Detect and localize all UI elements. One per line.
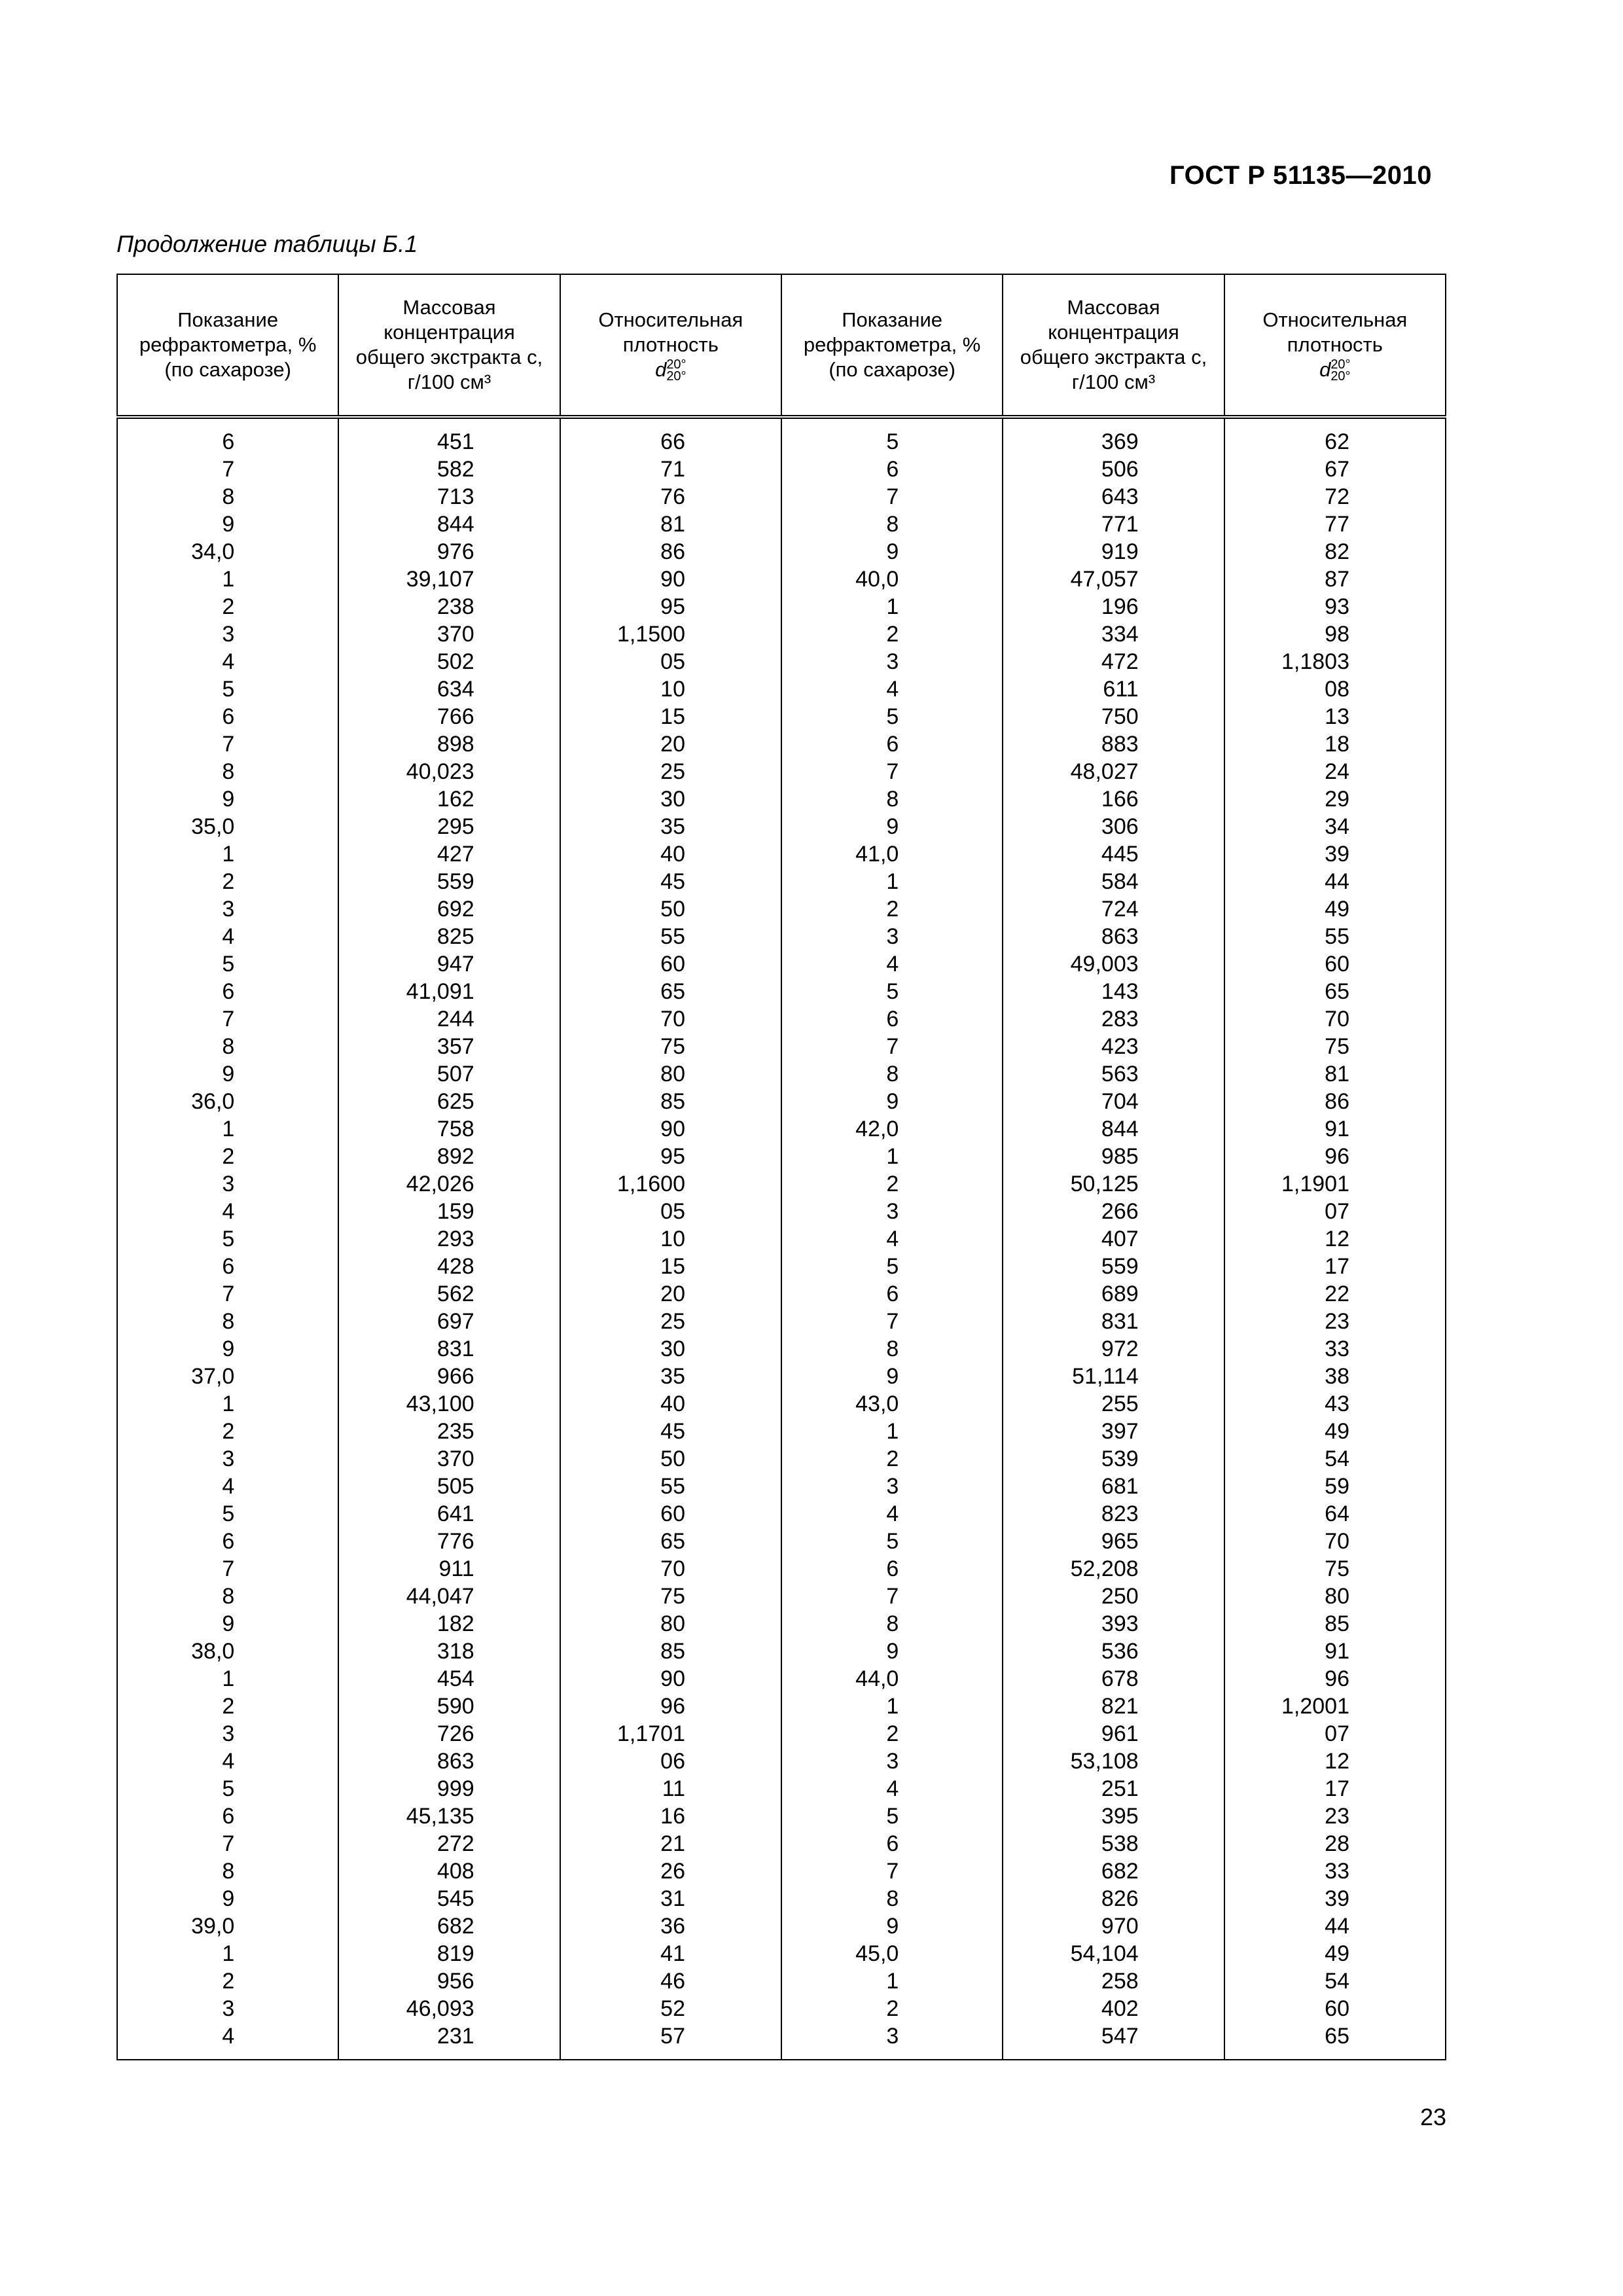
density-symbol [565, 357, 777, 383]
density-indices [1330, 359, 1350, 382]
header-line: Показание [842, 308, 943, 331]
density-symbol [1229, 357, 1441, 383]
density-superscript: 20° [1330, 357, 1351, 372]
header-line: общего экстракта c, [1020, 346, 1207, 368]
refractometer-values: 5 6 7 8 9 40,0 1 2 3 4 5 6 7 8 9 41,0 1 2 3 4 5 6 7 8 9 42,0 1 2 3 4 5 6 7 8 9 43,0 1 2 3 4 5 6 7 8 9 44,0 1 2 3 4 5 6 7 8 9 45,0 1 2 3 [855, 429, 899, 2049]
page-number: 23 [1419, 2104, 1446, 2130]
header-line: концентрация [383, 321, 515, 344]
concentration-values: 451 582 713 844 976 39,107 238 370 502 634 766 898 40,023 162 295 427 559 692 825 947 41,091 244 357 507 625 758 892 42,026 159 293 428 562 697 831 966 43,100 235 370 505 641 776 911 44,047 182 318 454 590 726 863 999 45,135 272 408 545 682 819 956 46,093 231 [406, 429, 474, 2049]
header-line: (по сахарозе) [829, 358, 955, 381]
density-subscript: 20° [666, 369, 687, 384]
density-superscript: 20° [666, 357, 687, 372]
header-line: Показание [177, 308, 279, 331]
column-concentration-right [1003, 417, 1224, 2060]
header-density-right [1224, 274, 1446, 417]
density-letter: d [1319, 357, 1331, 381]
header-line: Относительная [598, 308, 743, 331]
header-line: концентрация [1048, 321, 1179, 344]
density-letter: d [655, 357, 667, 381]
column-concentration-left [338, 417, 560, 2060]
header-line: рефрактометра, % [139, 333, 317, 356]
header-concentration-left [338, 274, 560, 417]
document-code: ГОСТ Р 51135—2010 [1169, 161, 1432, 190]
header-line: Массовая [1067, 296, 1160, 319]
density-values: 62 67 72 77 82 87 93 98 1,1803 08 13 18 24 29 34 39 44 49 55 60 65 70 75 81 86 91 96 1,1901 07 12 17 22 23 33 38 43 49 54 59 64 70 75 80 85 91 96 1,2001 07 12 17 23 28 33 39 44 49 54 60 65 [1281, 429, 1349, 2049]
table-caption: Продолжение таблицы Б.1 [116, 230, 418, 257]
header-density-left [560, 274, 781, 417]
header-line: Относительная [1262, 308, 1408, 331]
header-line: плотность [1287, 332, 1383, 356]
header-line: рефрактометра, % [803, 333, 981, 356]
column-refractometer-left [117, 417, 338, 2060]
density-indices [666, 359, 686, 382]
table-body-row [117, 417, 1446, 2060]
refractometer-values: 6 7 8 9 34,0 1 2 3 4 5 6 7 8 9 35,0 1 2 3 4 5 6 7 8 9 36,0 1 2 3 4 5 6 7 8 9 37,0 1 2 3 4 5 6 7 8 9 38,0 1 2 3 4 5 6 7 8 9 39,0 1 2 3 4 [191, 429, 235, 2049]
header-refractometer-right [781, 274, 1003, 417]
header-line: (по сахарозе) [164, 358, 291, 381]
data-table [116, 274, 1446, 2060]
density-values: 66 71 76 81 86 90 95 1,1500 05 10 15 20 25 30 35 40 45 50 55 60 65 70 75 80 85 90 95 1,1600 05 10 15 20 25 30 35 40 45 50 55 60 65 70 75 80 85 90 96 1,1701 06 11 16 21 26 31 36 41 46 52 57 [616, 429, 685, 2049]
concentration-values: 369 506 643 771 919 47,057 196 334 472 611 750 883 48,027 166 306 445 584 724 863 49,003 143 283 423 563 704 844 985 50,125 266 407 559 689 831 972 51,114 255 397 539 681 823 965 52,208 250 393 536 678 821 961 53,108 251 395 538 682 826 970 54,104 258 402 547 [1070, 429, 1139, 2049]
column-density-left [560, 417, 781, 2060]
density-subscript: 20° [1330, 369, 1351, 384]
column-density-right [1224, 417, 1446, 2060]
table-header-row [117, 274, 1446, 417]
column-refractometer-right [781, 417, 1003, 2060]
header-concentration-right [1003, 274, 1224, 417]
header-line: плотность [622, 332, 719, 356]
header-line: Массовая [402, 296, 496, 319]
header-line: г/100 см³ [1071, 370, 1156, 393]
header-line: общего экстракта c, [355, 346, 543, 368]
header-refractometer-left [117, 274, 338, 417]
header-line: г/100 см³ [407, 370, 491, 393]
